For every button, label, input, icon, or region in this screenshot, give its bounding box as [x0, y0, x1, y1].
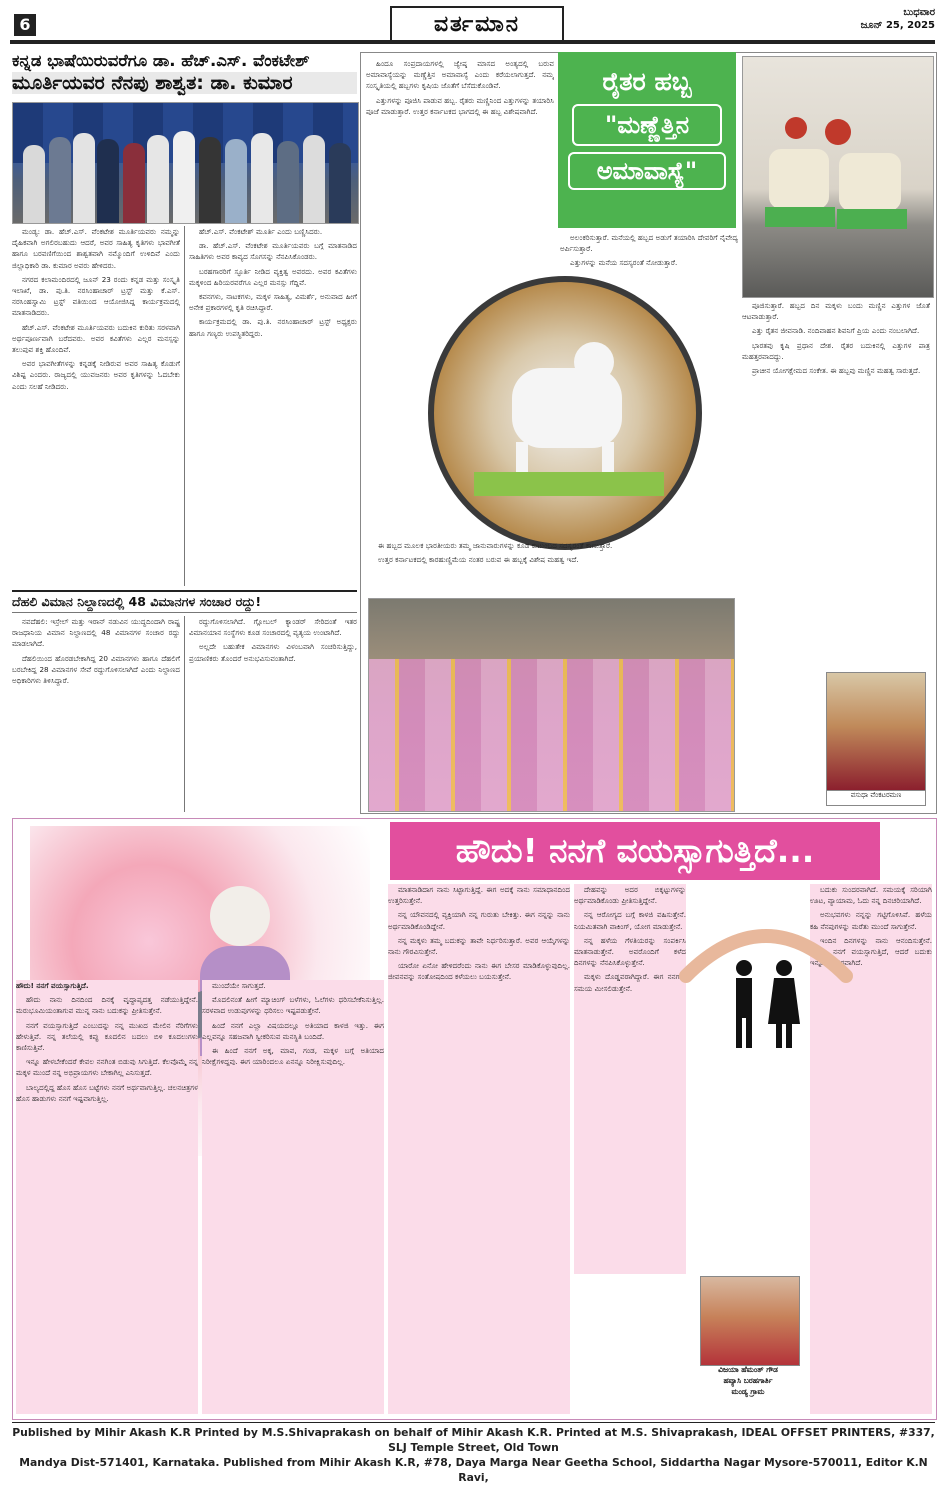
story1-col1 [12, 226, 180, 586]
date-block [845, 6, 935, 32]
newspaper-masthead: ವರ್ತಮಾನ [390, 6, 564, 42]
publisher-footer [12, 1422, 935, 1485]
flights-headline: ದೆಹಲಿ ವಿಮಾನ ನಿಲ್ದಾಣದಲ್ಲಿ 48 ವಿಮಾನಗಳ ಸಂಚಾರ ರದ್ದು! [12, 590, 357, 613]
author2-place: ಮಂಡ್ಯ ಗ್ರಾಮ [731, 1387, 765, 1396]
paragraph: ಕವನಗಳು, ನಾಟಕಗಳು, ಮಕ್ಕಳ ಸಾಹಿತ್ಯ, ವಿಮರ್ಶೆ, ಅನುವಾದ ಹೀಗೆ ಅನೇಕ ಪ್ರಕಾರಗಳಲ್ಲಿ ಕೃತಿ ರಚಿಸಿದ್ದಾರೆ. [189, 292, 357, 313]
paragraph: ಮಂಡ್ಯ: ಡಾ. ಹೆಚ್.ಎಸ್. ವೆಂಕಟೇಶ ಮೂರ್ತಿಯವರು ನಮ್ಮನ್ನು ದೈಹಿಕವಾಗಿ ಅಗಲಿರಬಹುದು ಆದರೆ, ಅವರ ಸಾಹಿತ್ಯ ಕೃತಿಗಳು ಭಾವಗೀತೆ ಹಾಗೂ ಬರವಣಿಗೆಯಿಂದ ಶಾಶ್ವತವಾಗಿ ನಮ್ಮೊಂದಿಗೆ ಉಳಿದಿವೆ ಎಂದು ಜಿಲ್ಲಾಧಿಕಾರಿ ಡಾ. ಕುಮಾರ ಅವರು ಹೇಳಿದರು. [12, 227, 180, 270]
paragraph: ಬದುಕು ಸುಂದರವಾಗಿದೆ. ಸಮಯಕ್ಕೆ ಸರಿಯಾಗಿ ಊಟ, ವ್ಯಾಯಾಮ, ಓದು ನನ್ನ ದಿನಚರಿಯಾಗಿದೆ. [810, 885, 932, 906]
paragraph: ದೆಹಲಿಯಿಂದ ಹೊರಡಬೇಕಾಗಿದ್ದ 20 ವಿಮಾನಗಳು ಹಾಗೂ ದೆಹಲಿಗೆ ಬರಬೇಕಿದ್ದ 28 ವಿಮಾನಗಳ ಸೇವೆ ರದ್ದುಗೊಳಿಸಲಾಗಿದೆ ಎಂದು ನಿಲ್ದಾಣದ ಅಧಿಕಾರಿಗಳು ತಿಳಿಸಿದ್ದಾರೆ. [12, 653, 180, 686]
story2-col2 [560, 232, 738, 272]
clay-bull-circle-photo [428, 276, 702, 550]
story2-bottom-text [368, 540, 733, 596]
paragraph: ಹಿಂದೂ ಸಂಪ್ರದಾಯಗಳಲ್ಲಿ ಜ್ಯೇಷ್ಠ ಮಾಸದ ಅಂತ್ಯದಲ್ಲಿ ಬರುವ ಅಮಾವಾಸ್ಯೆಯನ್ನು ಮಣ್ಣೆತ್ತಿನ ಅಮಾವಾಸ್ಯೆ ಎಂದು ಕರೆಯಲಾಗುತ್ತದೆ. ನಮ್ಮ ಸಂಸ್ಕೃತಿಯಲ್ಲಿ ಹಬ್ಬಗಳು ಕೃಷಿಯ ಜೊತೆಗೆ ಬೆಸೆದುಕೊಂಡಿವೆ. [366, 59, 554, 91]
paragraph: ಅವರ ಭಾವಗೀತೆಗಳನ್ನು ಕನ್ನಡಕ್ಕೆ ನೀಡಿರುವ ಅವರ ಸಾಹಿತ್ಯ ಕೊಡುಗೆ ವಿಶಿಷ್ಟ ಎಂದರು. ರಾಜ್ಯದಲ್ಲಿ ಯುವಜನರು ಅವರ ಕೃತಿಗಳನ್ನು ಓದಬೇಕು ಎಂದು ಸಲಹೆ ನೀಡಿದರು. [12, 359, 180, 391]
paragraph: ಪ್ರಾಚೀನ ಯೋಗಕ್ಷೇಮದ ಸಂಕೇತ. ಈ ಹಬ್ಬವು ಮಣ್ಣಿನ ಮಹತ್ವ ಸಾರುತ್ತದೆ. [752, 366, 921, 376]
story2-title-line3: ಅಮಾವಾಸ್ಯೆ" [568, 152, 726, 190]
flights-col1 [12, 616, 180, 812]
paragraph: ಈ ಹಿಂದೆ ನನಗೆ ಅಕ್ಕ, ಮಾವ, ಗಂಡ, ಮಕ್ಕಳ ಬಗ್ಗೆ ಅತಿಯಾದ ನಿರೀಕ್ಷೆಗಳಿದ್ದವು. ಈಗ ಯಾರಿಂದಲೂ ಏನನ್ನೂ ನಿರೀಕ್ಷಿಸುವುದಿಲ್ಲ. [202, 1046, 384, 1067]
paragraph: ಯಾರೋ ಏನೋ ಹೇಳಿದರೆಂದು ನಾನು ಈಗ ಬೇಸರ ಮಾಡಿಕೊಳ್ಳುವುದಿಲ್ಲ. ಜೀವನವನ್ನು ಸಂತೋಷದಿಂದ ಕಳೆಯಲು ಬಯಸುತ್ತೇನೆ. [388, 961, 570, 982]
footer-line2: Mandya Dist-571401, Karnataka. Published from Mihir Akash K.R, #78, Daya Marga Near Geetha School, Siddartha Nagar Mysore-570011, Editor K.N Ravi, [19, 1456, 928, 1484]
paragraph: ಹಿಂದೆ ನನಗೆ ಎಲ್ಲಾ ವಿಷಯದಲ್ಲೂ ಅತಿಯಾದ ಕಾಳಜಿ ಇತ್ತು. ಈಗ ಎಲ್ಲವನ್ನೂ ಸಹಜವಾಗಿ ಸ್ವೀಕರಿಸುವ ಮನಸ್ಥಿತಿ ಬಂದಿದೆ. [202, 1020, 384, 1041]
column-divider [184, 616, 185, 812]
page-number: 6 [14, 14, 36, 36]
paragraph: ನನ್ನ ಮಕ್ಕಳು ತಮ್ಮ ಬದುಕನ್ನು ತಾವೇ ನಿರ್ಧರಿಸುತ್ತಾರೆ. ಅವರ ಆಯ್ಕೆಗಳನ್ನು ನಾನು ಗೌರವಿಸುತ್ತೇನೆ. [388, 935, 570, 957]
paragraph: ಮುಂದೆಯೇ ಸಾಗುತ್ತದೆ. [212, 981, 266, 990]
author2-caption [694, 1364, 802, 1397]
paragraph: ಅನುಭವಗಳು ನನ್ನನ್ನು ಗಟ್ಟಿಗೊಳಿಸಿವೆ. ಹಳೆಯ ಕಹಿ ನೆನಪುಗಳನ್ನು ಮರೆತು ಮುಂದೆ ಸಾಗುತ್ತೇನೆ. [810, 910, 932, 931]
paragraph: ನನಗೆ ವಯಸ್ಸಾಗುತ್ತಿದೆ ಎಂಬುದನ್ನು ನನ್ನ ಮುಖದ ಮೇಲಿನ ನೆರಿಗೆಗಳು ಹೇಳುತ್ತಿವೆ. ನನ್ನ ತಲೆಯಲ್ಲಿ ಕಪ್ಪು ಕೂದಲಿನ ಬದಲು ಬಿಳಿ ಕೂದಲುಗಳು ಕಾಣಿಸುತ್ತಿವೆ. [16, 1020, 198, 1053]
elderly-couple-icon [676, 906, 856, 1056]
lead-text: ಹೌದು! ನನಗೆ ವಯಸ್ಸಾಗುತ್ತಿದೆ. [16, 981, 89, 990]
story3-col2 [202, 980, 384, 1414]
paragraph: ಹೆಚ್.ಎಸ್. ವೆಂಕಟೇಶ ಮೂರ್ತಿಯವರು ಬದುಕಿನ ಕುರಿತು ಸರಳವಾಗಿ ಅರ್ಥಪೂರ್ಣವಾಗಿ ಬರೆದವರು. ಅವರ ಕವಿತೆಗಳು ಎಲ್ಲರ ಮನಸ್ಸನ್ನು ತಲುಪುವ ಶಕ್ತಿ ಹೊಂದಿವೆ. [12, 322, 180, 355]
story2-title-banner [558, 52, 736, 228]
paragraph: ಬರಹಗಾರರಿಗೆ ಸ್ಫೂರ್ತಿ ನೀಡಿದ ವ್ಯಕ್ತಿತ್ವ ಅವರದು. ಅವರ ಕವಿತೆಗಳು ಮಕ್ಕಳಿಂದ ಹಿರಿಯರವರೆಗೂ ಎಲ್ಲರ ಮನಸ್ಸು ಗೆದ್ದಿವೆ. [189, 266, 357, 287]
footer-line1: Published by Mihir Akash K.R Printed by M.S.Shivaprakash on behalf of Mihir Akash K.R. Printed at M.S. Shivaprakash, IDEAL OFFSET PRINTERS, #337, SLJ Temple Street, Old Town [12, 1426, 935, 1454]
paragraph: ಬಾಲ್ಯದಲ್ಲಿದ್ದ ಹೊಸ ಹೊಸ ಬಟ್ಟೆಗಳು ನನಗೆ ಅರ್ಥವಾಗುತ್ತಿಲ್ಲ. ಚಲನಚಿತ್ರಗಳ ಹೊಸ ಹಾಡುಗಳು ನನಗೆ ಇಷ್ಟವಾಗುತ್ತಿಲ್ಲ. [16, 1082, 198, 1103]
paragraph: ಎತ್ತುಗಳನ್ನು ಮನೆಯ ಸದಸ್ಯರಂತೆ ನೋಡುತ್ತಾರೆ. [570, 258, 678, 268]
paragraph: ಇಂದಿನ ದಿನಗಳನ್ನು ನಾನು ಆನಂದಿಸುತ್ತೇನೆ. ಹೌದು, ನನಗೆ ವಯಸ್ಸಾಗುತ್ತಿದೆ, ಆದರೆ ಬದುಕು ಇನ್ನೂ ಸುಂದರವಾಗಿದೆ. [810, 935, 932, 968]
paragraph: ಅಲ್ಲದೇ ಬಹುತೇಕ ವಿಮಾನಗಳು ವಿಳಂಬವಾಗಿ ಸಂಚರಿಸುತ್ತಿದ್ದು, ಪ್ರಯಾಣಿಕರು ತೊಂದರೆ ಅನುಭವಿಸುವಂತಾಗಿದೆ. [189, 642, 357, 663]
paragraph: ಭಾರತವು ಕೃಷಿ ಪ್ರಧಾನ ದೇಶ. ರೈತರ ಬದುಕಿನಲ್ಲಿ ಎತ್ತುಗಳ ಪಾತ್ರ ಮಹತ್ತರವಾದದ್ದು. [742, 340, 930, 361]
story3-col4 [574, 884, 686, 1274]
flights-col2 [189, 616, 357, 812]
paragraph: ಈ ಹಬ್ಬದ ಮೂಲಕ ಭಾರತೀಯರು ತಮ್ಮ ಜಾನುವಾರುಗಳನ್ನು ಕೂಡ ಕುಟುಂಬದ ಸದಸ್ಯರಂತೆ ಕಾಣುತ್ತಾರೆ. [378, 541, 613, 550]
story1-headline [12, 50, 357, 94]
day-label: ಬುಧವಾರ [903, 7, 935, 18]
paragraph: ಹೆಚ್.ಎಸ್. ವೆಂಕಟೇಶ್ ಮೂರ್ತಿ ಎಂದು ಬಣ್ಣಿಸಿದರು. [199, 227, 323, 236]
story2-title-line1: ರೈತರ ಹಬ್ಬ [602, 67, 692, 96]
paragraph: ಹೌದು ನಾನು ದಿನದಿಂದ ದಿನಕ್ಕೆ ವೃದ್ಧಾಪ್ಯದತ್ತ ನಡೆಯುತ್ತಿದ್ದೇನೆ. ಮರುಭೂಮಿಯಂತಾಗುವ ಮುನ್ನ ನಾನು ಬದುಕನ್ನು ಪ್ರೀತಿಸುತ್ತೇನೆ. [16, 995, 198, 1016]
author2-role: ಹವ್ಯಾಸಿ ಬರಹಗಾರ್ತಿ [723, 1376, 773, 1385]
author2-photo [700, 1276, 800, 1366]
paragraph: ಉತ್ತರ ಕರ್ನಾಟಕದಲ್ಲಿ ಕಾರಹುಣ್ಣಿಮೆಯ ನಂತರ ಬರುವ ಈ ಹಬ್ಬಕ್ಕೆ ವಿಶೇಷ ಮಹತ್ವ ಇದೆ. [378, 555, 579, 565]
story1-headline-line2: ಮೂರ್ತಿಯವರ ನೆನಪು ಶಾಶ್ವತ: ಡಾ. ಕುಮಾರ [12, 72, 357, 94]
clay-bulls-photo [742, 56, 934, 298]
paragraph: ಮಕ್ಕಳು ದೊಡ್ಡವರಾಗಿದ್ದಾರೆ. ಈಗ ನನಗಾಗಿ ಸಮಯ ಮೀಸಲಿಡುತ್ತೇನೆ. [574, 972, 686, 993]
date-label: ಜೂನ್ 25, 2025 [860, 20, 935, 31]
paragraph: ಎತ್ತು ರೈತನ ಜೀವನಾಡಿ. ನಂದಿವಾಹನ ಶಿವನಿಗೆ ಪ್ರಿಯ ಎಂದು ನಂಬಲಾಗಿದೆ. [752, 326, 920, 336]
story3-title-banner: ಹೌದು! ನನಗೆ ವಯಸ್ಸಾಗುತ್ತಿದೆ... [390, 822, 880, 880]
paragraph: ಮೊದಲಿನಂತೆ ಹೀಗೆ ಮ್ಯಾಚಿಂಗ್ ಬಳೆಗಳು, ಓಲೆಗಳು ಧರಿಸಬೇಕೆನಿಸುತ್ತಿಲ್ಲ. ಸರಳವಾದ ಉಡುಪುಗಳನ್ನು ಧರಿಸಲು ಇಷ್ಟಪಡುತ್ತೇನೆ. [202, 995, 384, 1016]
clay-bulls-rows-photo [368, 598, 735, 812]
story2-col1 [366, 58, 554, 272]
story2-title-line2: "ಮಣ್ಣೆತ್ತಿನ [572, 104, 722, 146]
lead-paragraph [16, 980, 198, 991]
paragraph: ಅಲಂಕರಿಸುತ್ತಾರೆ. ಮನೆಯಲ್ಲಿ ಹಬ್ಬದ ಅಡುಗೆ ತಯಾರಿಸಿ ದೇವರಿಗೆ ನೈವೇದ್ಯ ಅರ್ಪಿಸುತ್ತಾರೆ. [560, 233, 738, 254]
paragraph: ಎತ್ತುಗಳನ್ನು ಪೂಜಿಸಿ ಪಾಡುವ ಹಬ್ಬ. ರೈತರು ಮಣ್ಣಿನಿಂದ ಎತ್ತುಗಳನ್ನು ತಯಾರಿಸಿ ಪೂಜೆ ಮಾಡುತ್ತಾರೆ. ಉತ್ತರ ಕರ್ನಾಟಕದ ಭಾಗದಲ್ಲಿ ಈ ಹಬ್ಬ ವಿಶೇಷವಾಗಿದೆ. [366, 95, 554, 116]
paragraph: ನಗರದ ಕಲಾಮಂದಿರದಲ್ಲಿ ಜೂನ್ 23 ರಂದು ಕನ್ನಡ ಮತ್ತು ಸಂಸ್ಕೃತಿ ಇಲಾಖೆ, ಡಾ. ಪು.ತಿ. ನರಸಿಂಹಾಚಾರ್ ಟ್ರಸ್ಟ್ ಮತ್ತು ಕೆ.ಎಸ್. ನರಸಿಂಹಸ್ವಾಮಿ ಟ್ರಸ್ಟ್ ವತಿಯಿಂದ ಆಯೋಜಿಸಿದ್ದ ಕಾರ್ಯಕ್ರಮದಲ್ಲಿ ಮಾತನಾಡಿದರು. [12, 274, 180, 318]
story3-col3 [388, 884, 570, 1414]
paragraph: ನನ್ನ ಯೌವನದಲ್ಲಿ ವ್ಯಕ್ತಿಯಾಗಿ ನನ್ನ ಗುರುತು ಬೇಕಿತ್ತು. ಈಗ ನನ್ನನ್ನು ನಾನು ಅರ್ಥಮಾಡಿಕೊಂಡಿದ್ದೇನೆ. [388, 910, 570, 931]
paragraph: ಡಾ. ಹೆಚ್.ಎಸ್. ವೆಂಕಟೇಶ ಮೂರ್ತಿಯವರು ಬಗ್ಗೆ ಮಾತನಾಡಿದ ಸಾಹಿತಿಗಳು ಅವರ ಕಾವ್ಯದ ಸೊಗಸನ್ನು ನೆನಪಿಸಿಕೊಂಡರು. [189, 241, 357, 262]
paragraph: ರದ್ದುಗೊಳಿಸಲಾಗಿದೆ. ಗ್ಲೋಬಲ್ ಕ್ಯಾಂಡರ್ ಸೇರಿದಂತೆ ಇತರ ವಿಮಾನಯಾನ ಸಂಸ್ಥೆಗಳು ಕೂಡ ಸಂಚಾರದಲ್ಲಿ ವ್ಯತ್ಯಯ ಉಂಟಾಗಿದೆ. [189, 617, 357, 638]
story1-col2 [189, 226, 357, 586]
paragraph: ದೇಹವನ್ನು ಅದರ ಬಿಕ್ಕಟ್ಟುಗಳನ್ನು ಅರ್ಥಮಾಡಿಕೊಂಡು ಪ್ರೀತಿಸುತ್ತಿದ್ದೇನೆ. [574, 885, 686, 906]
author-photo [826, 672, 926, 792]
paragraph: ಪೂಜಿಸುತ್ತಾರೆ. ಹಬ್ಬದ ದಿನ ಮಕ್ಕಳು ಬಂದು ಮಣ್ಣಿನ ಎತ್ತುಗಳ ಜೊತೆ ಆಟವಾಡುತ್ತಾರೆ. [742, 301, 930, 322]
story1-headline-line1: ಕನ್ನಡ ಭಾಷೆಯಿರುವರೆಗೂ ಡಾ. ಹೆಚ್.ಎಸ್. ವೆಂಕಟೇಶ್ [12, 51, 310, 70]
event-photo [12, 102, 359, 224]
author-caption: ವಸುಧಾ ವೆಂಕಟರಮಣ [826, 790, 926, 806]
paragraph: ನನ್ನ ಹಳೆಯ ಗೆಳತಿಯರನ್ನು ಸಂಪರ್ಕಿಸಿ ಮಾತನಾಡುತ್ತೇನೆ. ಅವರೊಂದಿಗೆ ಕಳೆದ ದಿನಗಳನ್ನು ನೆನಪಿಸಿಕೊಳ್ಳುತ್ತೇನೆ. [574, 935, 686, 968]
paragraph: ಕಾರ್ಯಕ್ರಮದಲ್ಲಿ ಡಾ. ಪು.ತಿ. ನರಸಿಂಹಾಚಾರ್ ಟ್ರಸ್ಟ್ ಅಧ್ಯಕ್ಷರು ಹಾಗೂ ಗಣ್ಯರು ಉಪಸ್ಥಿತರಿದ್ದರು. [189, 317, 357, 338]
paragraph: ನವದೆಹಲಿ: ಇಸ್ರೇಲ್ ಮತ್ತು ಇರಾನ್ ನಡುವಿನ ಯುದ್ಧದಿಂದಾಗಿ ರಾಷ್ಟ್ರ ರಾಜಧಾನಿಯ ವಿಮಾನ ನಿಲ್ದಾಣದಲ್ಲಿ 48 ವಿಮಾನಗಳ ಸಂಚಾರ ರದ್ದು ಮಾಡಲಾಗಿದೆ. [12, 617, 180, 649]
story2-col3 [742, 300, 930, 672]
author2-name: ವಿಜಯಾ ಹೆಮಂತ್ ಗೌಡ [718, 1365, 778, 1374]
paragraph: ನನ್ನ ಆರೋಗ್ಯದ ಬಗ್ಗೆ ಕಾಳಜಿ ವಹಿಸುತ್ತೇನೆ. ನಿಯಮಿತವಾಗಿ ವಾಕಿಂಗ್, ಯೋಗ ಮಾಡುತ್ತೇನೆ. [574, 910, 686, 931]
column-divider [184, 226, 185, 586]
paragraph: ಇನ್ನೂ ಹೇಳಬೇಕೆಂದರೆ ಕೇವಲ ನನಗಿಂತ ಬಿಡುವು ಸಿಗುತ್ತಿದೆ. ಕೆಲವೊಮ್ಮೆ ನನ್ನ ಮಕ್ಕಳ ಮುಂದೆ ನನ್ನ ಅಭಿಪ್ರಾಯಗಳು ಬೇಕಾಗಿಲ್ಲ ಎನಿಸುತ್ತದೆ. [16, 1057, 198, 1078]
story3-col1 [16, 980, 198, 1414]
paragraph: ಮಾತನಾಡಿದಾಗ ನಾನು ಸಿಟ್ಟಾಗುತ್ತಿದ್ದೆ. ಈಗ ಅದಕ್ಕೆ ನಾನು ಸಮಾಧಾನದಿಂದ ಉತ್ತರಿಸುತ್ತೇನೆ. [388, 885, 570, 906]
